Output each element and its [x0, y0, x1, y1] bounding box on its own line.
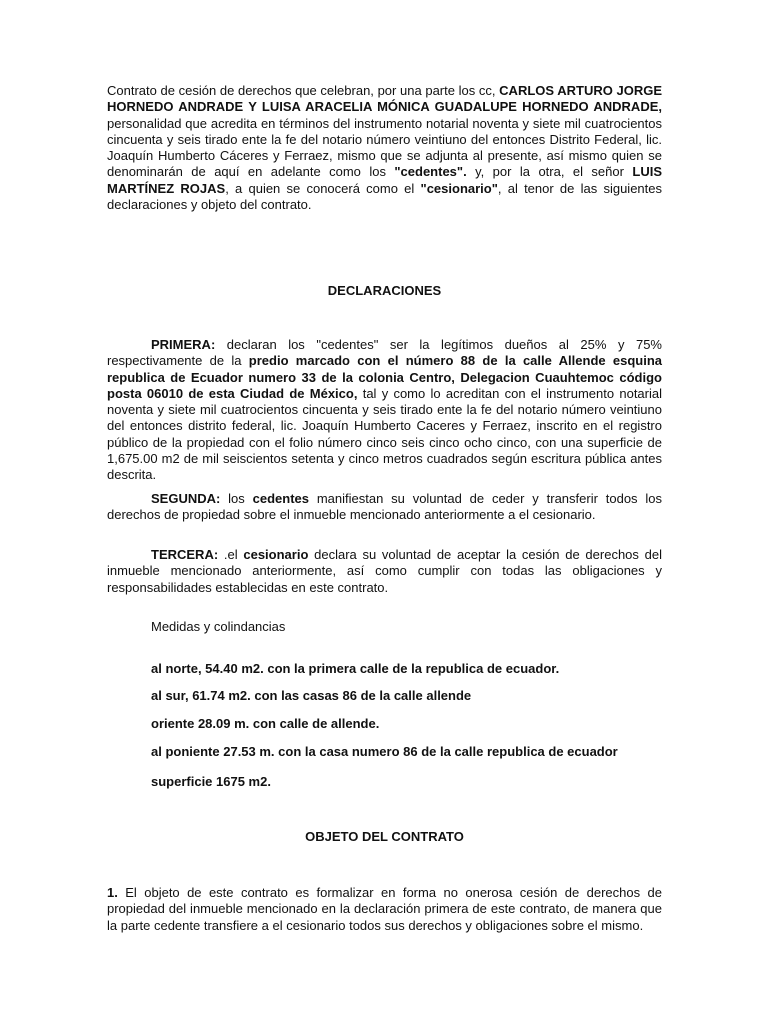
objeto-num: 1.: [107, 885, 118, 900]
medida-sur: al sur, 61.74 m2. con las casas 86 de la calle allende: [151, 688, 472, 703]
intro-text-2: personalidad que acredita en términos del instrumento notarial noventa y siete mil cuatrocientos cincuenta y seis tirado ente la fe del notario número veintiuno del entonces Distrito Federal, lic. Joaquín Humberto Cáceres y Ferraez, mismo que se adjunta al presente, así mismo quien se denominarán de aquí en adelante como los: [107, 115, 662, 180]
objeto-text: El objeto de este contrato es formalizar en forma no onerosa cesión de derechos de propiedad del inmueble mencionado en la declaración primera de este contrato, de manera que la parte cedente transfiere a el cesionario todos sus derechos y obligaciones sobre el mismo.: [107, 885, 662, 933]
intro-text-3: y, por la otra, el señor: [466, 164, 633, 180]
segunda-cedentes: cedentes: [252, 491, 309, 506]
medida-norte: al norte, 54.40 m2. con la primera calle de la republica de ecuador.: [151, 661, 560, 676]
primera-predio: predio marcado con el número 88 de la calle Allende esquina republica de Ecuador numero 33 de la colonia Centro, Delegacion Cuauhtemoc código posta 06010 de esta Ciudad de México,: [107, 353, 663, 401]
intro-text-5: , al tenor de las siguientes declaraciones y objeto del contrato.: [107, 180, 662, 213]
tercera-text-2: declara su voluntad de aceptar la cesión de derechos del inmueble mencionado anteriormente, así como cumplir con todas las obligaciones y responsabilidades establecidas en este contrato.: [107, 547, 662, 595]
segunda-label: SEGUNDA:: [151, 491, 221, 506]
term-cedentes: "cedentes".: [394, 164, 467, 180]
primera-label: PRIMERA:: [151, 337, 216, 352]
tercera-label: TERCERA:: [151, 547, 219, 562]
tercera-text-1: .el: [218, 547, 244, 562]
medidas-heading: Medidas y colindancias: [151, 619, 286, 634]
intro-text-1: Contrato de cesión de derechos que celebran, por una parte los cc,: [107, 83, 500, 98]
term-cesionario: "cesionario": [420, 180, 498, 196]
cedentes-names: CARLOS ARTURO JORGE HORNEDO ANDRADE Y LUISA ARACELIA MÓNICA GUADALUPE HORNEDO ANDRADE,: [107, 83, 662, 115]
medida-poniente: al poniente 27.53 m. con la casa numero 86 de la calle republica de ecuador: [151, 744, 618, 759]
primera-text-2: tal y como lo acreditan con el instrumento notarial noventa y siete mil cuatrocientos cincuenta y seis tirado ente la fe del notario número veintiuno del entonces distrito federal, lic. Joaquín Humberto Caceres y Ferraez, inscrito en el registro público de la propiedad con el folio número cinco seis cinco ocho cinco, con una superficie de 1,675.00 m2 de mil seiscientos setenta y cinco metros cuadrados según escritura pública antes descrita.: [107, 385, 662, 483]
primera-text-1: declaran los "cedentes" ser la legítimos dueños al 25% y 75% respectivamente de la: [107, 337, 662, 369]
objeto-heading: OBJETO DEL CONTRATO: [305, 829, 464, 844]
medida-superficie: superficie 1675 m2.: [151, 774, 271, 789]
declaracion-segunda: [107, 491, 662, 524]
objeto-clausula-1: [107, 885, 662, 934]
segunda-text-2: manifiestan su voluntad de ceder y transferir todos los derechos de propiedad sobre el inmueble mencionado anteriormente a el cesionario.: [107, 491, 662, 523]
declaraciones-heading: DECLARACIONES: [327, 283, 442, 298]
medida-oriente: oriente 28.09 m. con calle de allende.: [151, 716, 380, 731]
intro-text-4: , a quien se conocerá como el: [225, 180, 421, 196]
cesionario-name: LUIS MARTÍNEZ ROJAS: [107, 164, 662, 196]
declaracion-primera: [107, 337, 662, 484]
declaracion-tercera: [107, 547, 662, 596]
segunda-text-1: los: [220, 491, 253, 506]
tercera-cesionario: cesionario: [243, 547, 309, 562]
intro-paragraph: [107, 83, 662, 213]
